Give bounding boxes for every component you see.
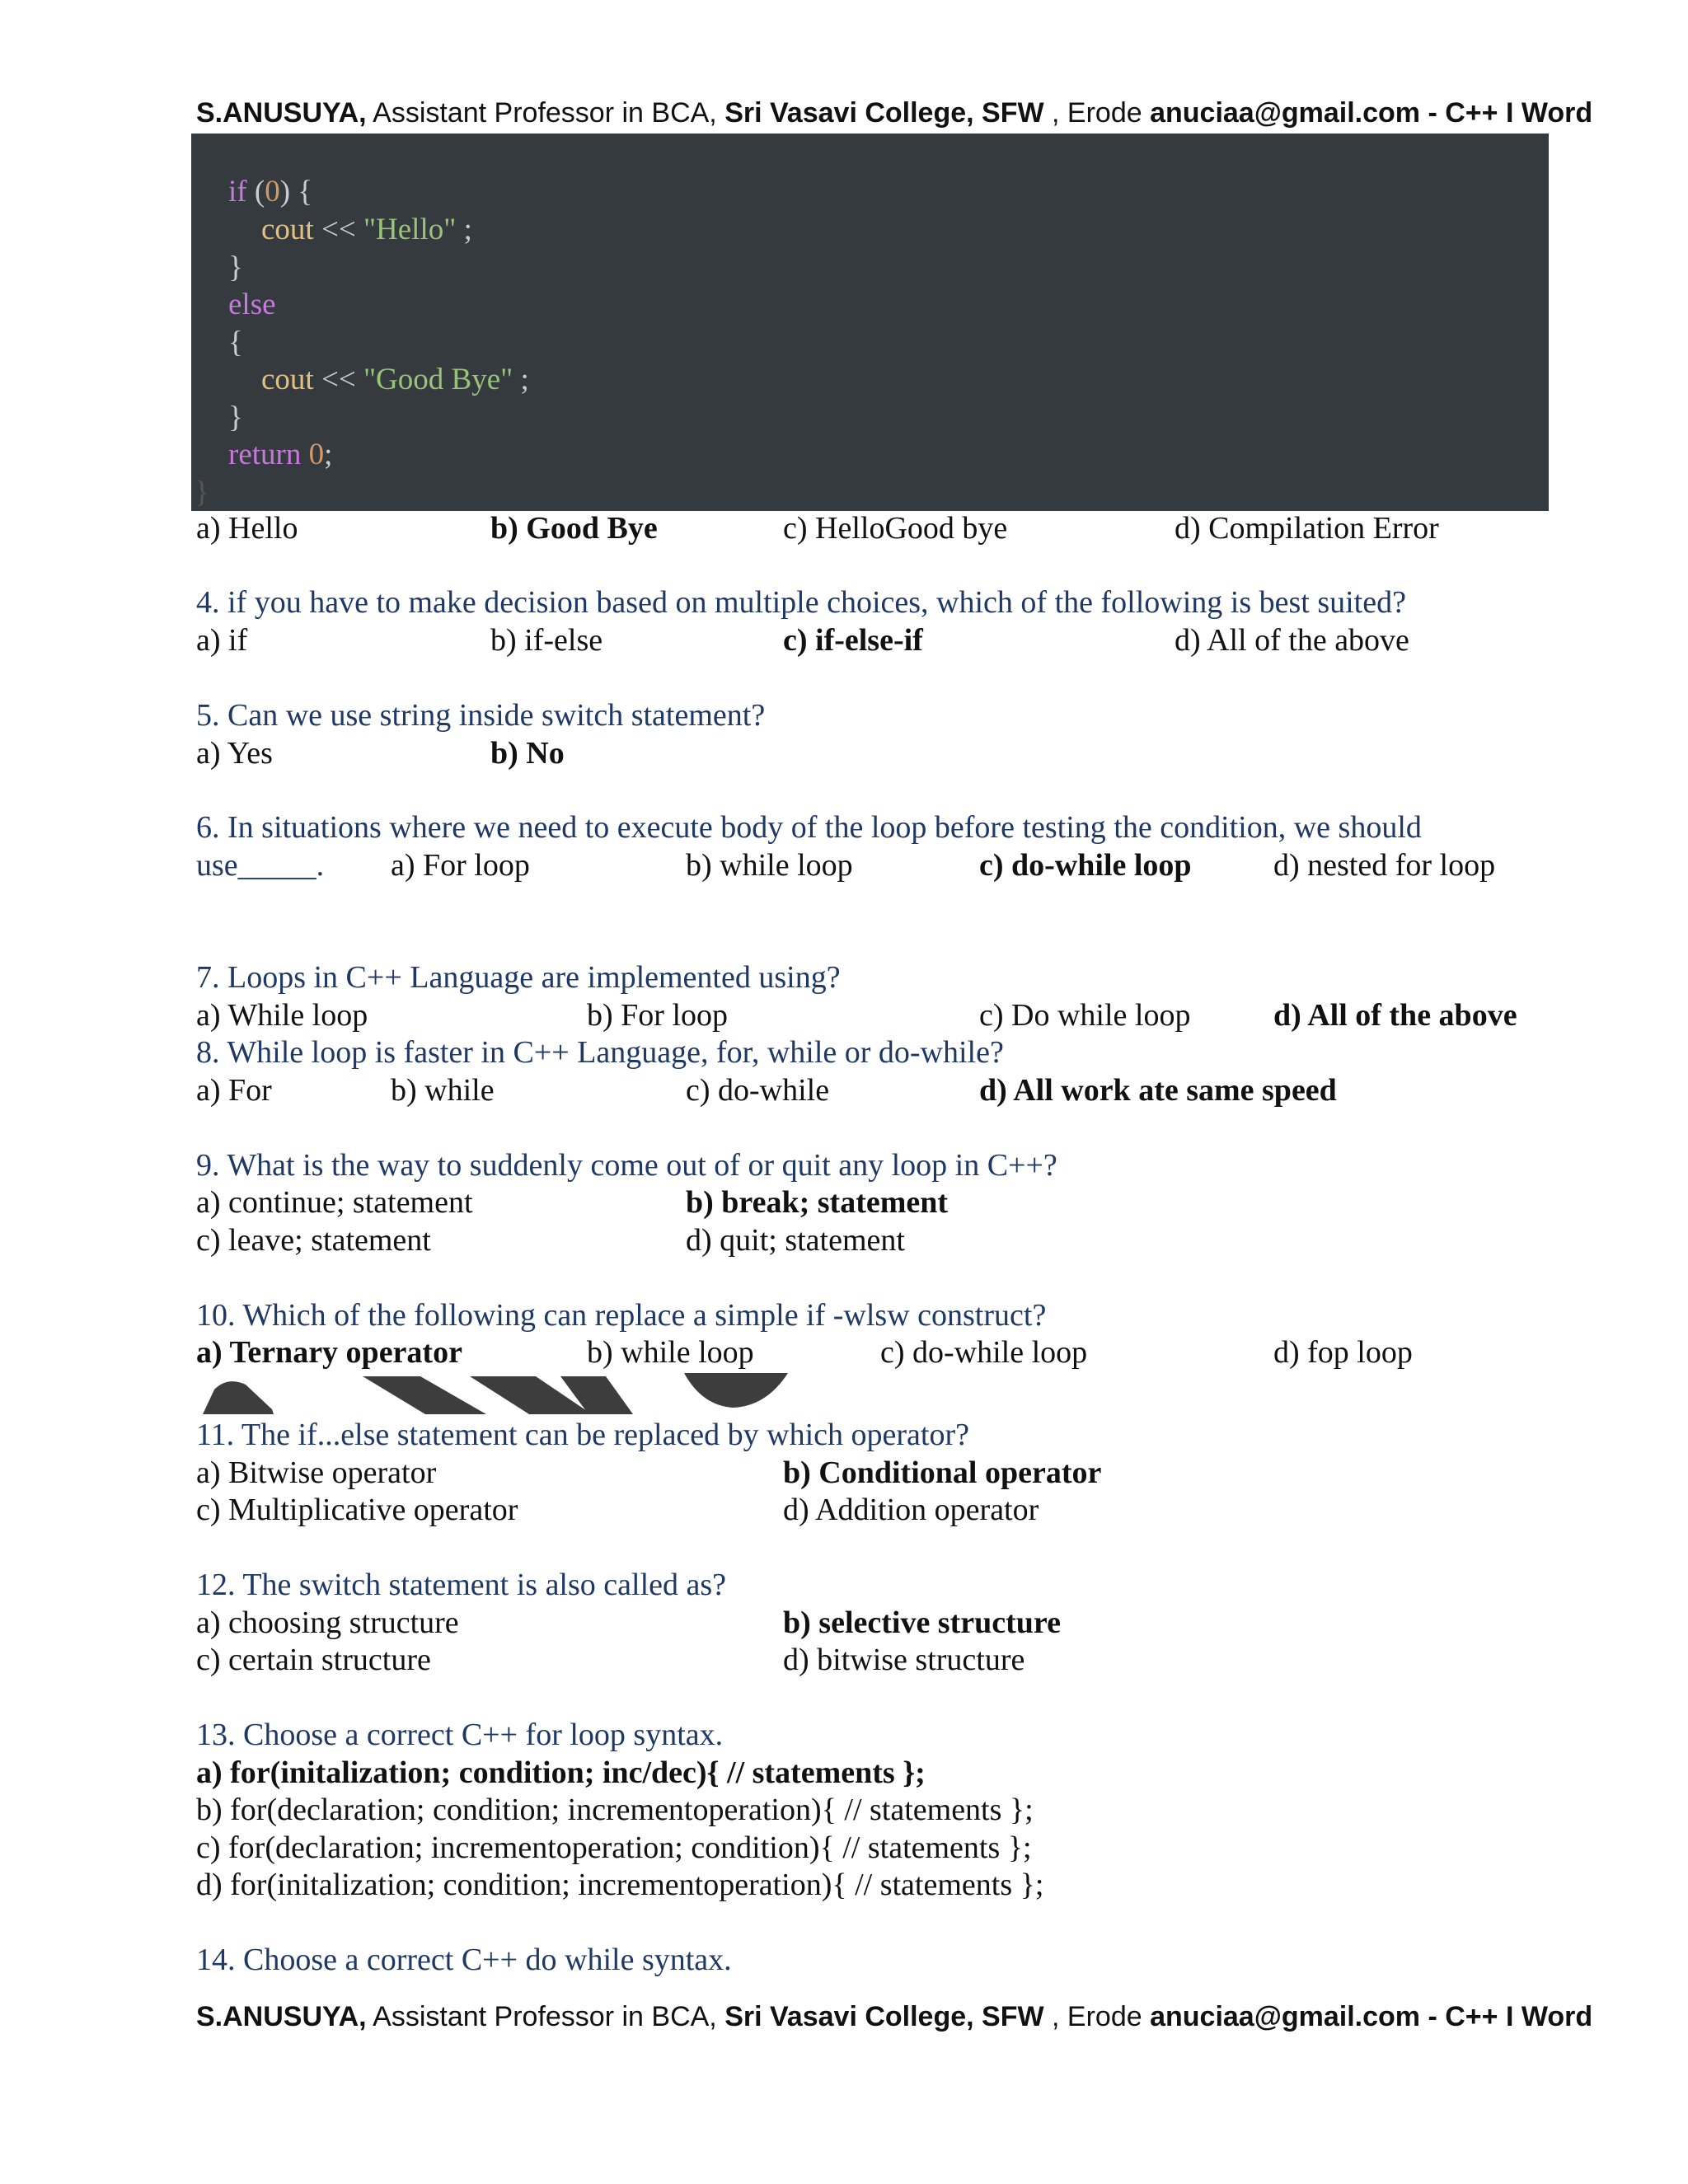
code-block: [191, 134, 1549, 511]
q4-option-b: b) if-else: [490, 623, 603, 658]
college-name: Sri Vasavi College, SFW: [724, 2001, 1044, 2032]
q3-option-c: c) HelloGood bye: [783, 511, 1008, 546]
q11-option-b: b) Conditional operator: [783, 1455, 1102, 1490]
q6-option-a: a) For loop: [391, 848, 530, 883]
q11-option-d: d) Addition operator: [783, 1493, 1039, 1527]
q9-option-b: b) break; statement: [686, 1185, 949, 1220]
q12-option-a: a) choosing structure: [196, 1605, 459, 1640]
q6-option-c: c) do-while loop: [979, 848, 1192, 883]
q12-option-b: b) selective structure: [783, 1605, 1061, 1640]
q5-question: 5. Can we use string inside switch statement?: [196, 698, 766, 733]
page-header: [196, 97, 1593, 129]
q7-option-a: a) While loop: [196, 998, 368, 1033]
q11-question: 11. The if...else statement can be replaced by which operator?: [196, 1418, 969, 1452]
q6-question-cont: use_____.: [196, 848, 325, 883]
code-line-5: {: [228, 326, 243, 359]
q8-option-a: a) For: [196, 1073, 272, 1108]
author-role: Assistant Professor in BCA,: [366, 2001, 725, 2032]
code-line-4: else: [228, 288, 276, 321]
q9-option-d: d) quit; statement: [686, 1223, 905, 1258]
q11-option-a: a) Bitwise operator: [196, 1455, 437, 1490]
q10-option-d: d) fop loop: [1273, 1335, 1413, 1370]
q12-option-c: c) certain structure: [196, 1643, 431, 1677]
q7-option-b: b) For loop: [587, 998, 728, 1033]
q3-option-d: d) Compilation Error: [1175, 511, 1439, 546]
q13-question: 13. Choose a correct C++ for loop syntax.: [196, 1718, 724, 1752]
q8-question: 8. While loop is faster in C++ Language, for, while or do-while?: [196, 1035, 1004, 1070]
code-line-2: cout << "Hello" ;: [261, 213, 472, 246]
q4-option-c: c) if-else-if: [783, 623, 923, 658]
code-line-7: }: [228, 401, 243, 434]
q6-question: 6. In situations where we need to execute body of the loop before testing the condition, we should: [196, 810, 1422, 845]
q8-option-c: c) do-while: [686, 1073, 830, 1108]
q9-question: 9. What is the way to suddenly come out of or quit any loop in C++?: [196, 1148, 1057, 1183]
q10-question: 10. Which of the following can replace a simple if -wlsw construct?: [196, 1298, 1047, 1333]
author-role: Assistant Professor in BCA,: [366, 97, 725, 129]
q10-option-a: a) Ternary operator: [196, 1335, 462, 1370]
college-place: , Erode: [1043, 2001, 1151, 2032]
q10-option-b: b) while loop: [587, 1335, 754, 1370]
q8-option-d: d) All work ate same speed: [979, 1073, 1337, 1108]
q13-option-a: a) for(initalization; condition; inc/dec){ // statements };: [196, 1755, 926, 1790]
q12-question: 12. The switch statement is also called as?: [196, 1568, 727, 1602]
code-closing-brace: }: [195, 476, 209, 509]
q5-option-a: a) Yes: [196, 736, 273, 771]
ink-smudge: [198, 1373, 799, 1418]
q13-option-c: c) for(declaration; incrementoperation; condition){ // statements };: [196, 1830, 1032, 1865]
q4-question: 4. if you have to make decision based on multiple choices, which of the following is best suited?: [196, 585, 1406, 620]
q7-question: 7. Loops in C++ Language are implemented using?: [196, 960, 841, 995]
code-line-8: return 0;: [228, 438, 333, 471]
q7-option-c: c) Do while loop: [979, 998, 1191, 1033]
q5-option-b: b) No: [490, 736, 565, 771]
college-place: , Erode: [1043, 97, 1151, 129]
q6-option-d: d) nested for loop: [1273, 848, 1496, 883]
q11-option-c: c) Multiplicative operator: [196, 1493, 518, 1527]
code-line-1: if (0) {: [228, 175, 313, 209]
q10-option-c: c) do-while loop: [880, 1335, 1088, 1370]
code-line-6: cout << "Good Bye" ;: [261, 363, 529, 396]
q7-option-d: d) All of the above: [1273, 998, 1517, 1033]
college-name: Sri Vasavi College, SFW: [724, 97, 1044, 129]
q3-option-b: b) Good Bye: [490, 511, 658, 546]
page-footer: [196, 2001, 1593, 2033]
q9-option-c: c) leave; statement: [196, 1223, 431, 1258]
q14-question: 14. Choose a correct C++ do while syntax.: [196, 1943, 732, 1977]
q9-option-a: a) continue; statement: [196, 1185, 473, 1220]
q3-option-a: a) Hello: [196, 511, 298, 546]
q6-option-b: b) while loop: [686, 848, 853, 883]
q13-option-b: b) for(declaration; condition; incrementoperation){ // statements };: [196, 1793, 1034, 1827]
author-contact: anuciaa@gmail.com - C++ I Word: [1150, 2001, 1593, 2032]
q4-option-d: d) All of the above: [1175, 623, 1409, 658]
author-contact: anuciaa@gmail.com - C++ I Word: [1150, 97, 1593, 129]
author-name: S.ANUSUYA,: [196, 97, 367, 129]
q13-option-d: d) for(initalization; condition; incrementoperation){ // statements };: [196, 1868, 1044, 1902]
q8-option-b: b) while: [391, 1073, 495, 1108]
author-name: S.ANUSUYA,: [196, 2001, 367, 2032]
code-line-3: }: [228, 251, 243, 284]
q4-option-a: a) if: [196, 623, 248, 658]
q12-option-d: d) bitwise structure: [783, 1643, 1025, 1677]
